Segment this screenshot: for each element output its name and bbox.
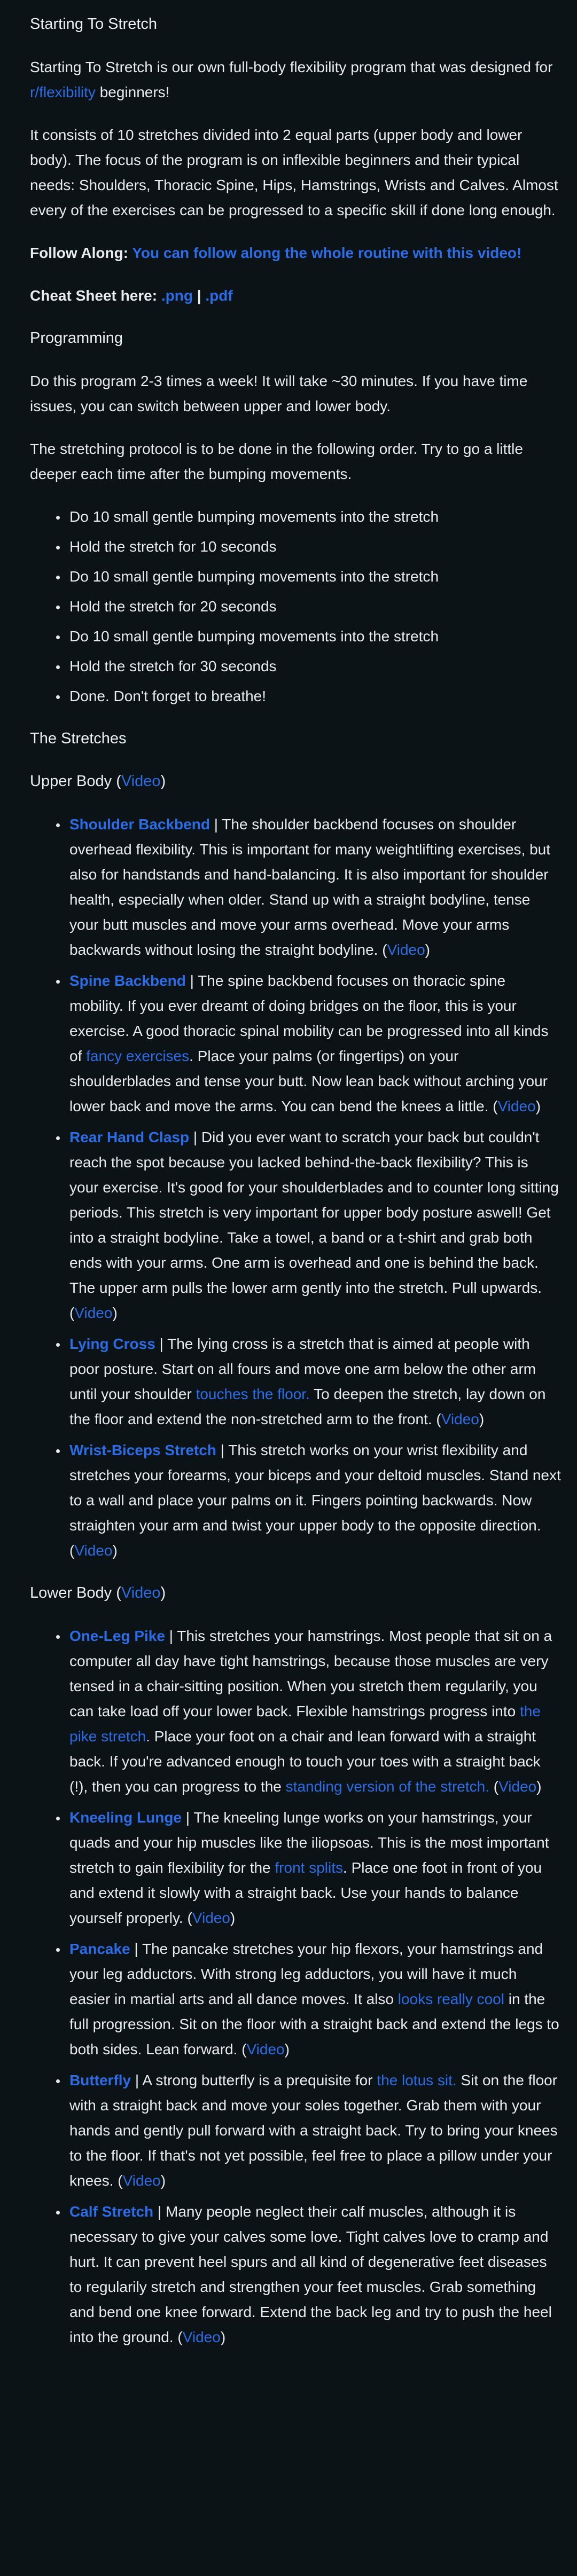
calf-stretch-link[interactable]: Calf Stretch: [69, 2203, 154, 2220]
video-link[interactable]: Video: [192, 1910, 230, 1926]
one-leg-pike-link[interactable]: One-Leg Pike: [69, 1628, 165, 1644]
butterfly-link[interactable]: Butterfly: [69, 2072, 131, 2088]
protocol-item: • Done. Don't forget to breathe!: [67, 684, 561, 709]
text: | This stretch works on your wrist flexibility and stretches your forearms, your biceps and your deltoid muscles. Stand next to a wall and place your palms on it. Fingers pointing backwards. Now straighten your arm and twist your upper body to the opposite direction. (: [69, 1442, 561, 1559]
protocol-item: • Do 10 small gentle bumping movements into the stretch: [67, 564, 561, 589]
text: ): [230, 1910, 236, 1926]
text: . Place your foot on a chair and lean forward with a straight back. If you're advanced enough to touch your toes with a straight back (!), then you can progress to the: [69, 1728, 541, 1795]
text: ): [425, 941, 430, 958]
text: ): [112, 1305, 118, 1321]
spine-backbend-link[interactable]: Spine Backbend: [69, 972, 186, 989]
lotus-sit-link[interactable]: the lotus sit.: [377, 2072, 457, 2088]
video-link[interactable]: Video: [498, 1778, 537, 1795]
text: |: [192, 287, 206, 304]
stretch-item: [67, 1331, 561, 1432]
stretch-item: [67, 1125, 561, 1325]
text: . Place one foot in front of you and extend it slowly with a straight back. Use your hands to balance yourself properly. (: [69, 1859, 542, 1926]
cheat-sheet-line: [30, 283, 561, 308]
stretches-heading: The Stretches: [30, 730, 127, 747]
text: ): [535, 1098, 541, 1114]
stretch-item: [67, 968, 561, 1119]
text: ): [220, 2329, 226, 2345]
text: in the full progression. Sit on the floor with a straight back and extend the legs to both sides. Lean forward. (: [69, 1991, 559, 2057]
text: . Place your palms (or fingertips) on your shoulderblades and tense your butt. Now lean back without arching your lower back and move the arms. You can bend the knees a little. (: [69, 1048, 548, 1114]
cheat-sheet-label: Cheat Sheet here:: [30, 287, 161, 304]
video-link[interactable]: Video: [182, 2329, 221, 2345]
pdf-link[interactable]: .pdf: [205, 287, 233, 304]
r-flexibility-link[interactable]: r/flexibility: [30, 84, 96, 100]
programming-heading: Programming: [30, 329, 123, 347]
text: (: [489, 1778, 499, 1795]
text: | A strong butterfly is a prequisite for: [131, 2072, 377, 2088]
text: The stretching protocol is to be done in the following order. Try to go a little deeper each time after the bumping movements.: [30, 441, 523, 482]
text: ): [112, 1542, 118, 1559]
stretch-item: [67, 1805, 561, 1930]
protocol-item: • Hold the stretch for 20 seconds: [67, 594, 561, 619]
text: | Many people neglect their calf muscles, although it is necessary to give your calves some love. Tight calves love to cramp and hurt. It can prevent heel spurs and all kind of degenerative feet diseases to regularily stretch and strengthen your feet muscles. Grab something and bend one knee forward. Extend the back leg and try to push the heel into the ground. (: [69, 2203, 552, 2345]
text: Lower Body (: [30, 1584, 121, 1601]
png-link[interactable]: .png: [161, 287, 193, 304]
protocol-item: • Do 10 small gentle bumping movements into the stretch: [67, 504, 561, 529]
upper-body-list: [30, 812, 561, 1563]
stretch-item: [67, 1623, 561, 1799]
protocol-list: [30, 504, 561, 709]
text: ): [536, 1778, 542, 1795]
follow-along-label: Follow Along:: [30, 245, 132, 261]
protocol-item: • Hold the stretch for 10 seconds: [67, 534, 561, 559]
intro-paragraph-1: [30, 54, 561, 105]
text: | This stretches your hamstrings. Most people that sit on a computer all day have tight hamstrings, because those muscles are very tensed in a chair-sitting position. When you stretch them regularily, you can take load off your lower back. Flexible hamstrings progress into: [69, 1628, 552, 1719]
video-link[interactable]: Video: [387, 941, 425, 958]
stretch-item: [67, 2199, 561, 2350]
stretch-item: [67, 812, 561, 962]
protocol-item: • Hold the stretch for 30 seconds: [67, 654, 561, 679]
page-title: Starting To Stretch: [30, 15, 158, 33]
fancy-exercises-link[interactable]: fancy exercises: [86, 1048, 190, 1064]
standing-version-link[interactable]: standing version of the stretch.: [285, 1778, 489, 1795]
programming-paragraph-2: [30, 436, 561, 486]
programming-paragraph-1: [30, 368, 561, 419]
lying-cross-link[interactable]: Lying Cross: [69, 1336, 155, 1352]
video-link[interactable]: Video: [246, 2041, 285, 2057]
video-link[interactable]: Video: [497, 1098, 536, 1114]
lower-body-video-link[interactable]: Video: [121, 1584, 161, 1601]
text: Starting To Stretch is our own full-body flexibility program that was designed for: [30, 59, 553, 75]
text: | The lying cross is a stretch that is aimed at people with poor posture. Start on all fours and move one arm below the other arm until your shoulder: [69, 1336, 536, 1402]
video-link[interactable]: Video: [74, 1305, 113, 1321]
text: Sit on the floor with a straight back and move your soles together. Grab them with your hands and gently pull forward with a straight back. Try to bring your knees to the floor. If that's not yet possible, feel free to place a pillow under your knees. (: [69, 2072, 558, 2189]
looks-really-cool-link[interactable]: looks really cool: [397, 1991, 504, 2007]
text: Do this program 2-3 times a week! It will take ~30 minutes. If you have time issues, you can switch between upper and lower body.: [30, 373, 528, 414]
lower-body-heading: [30, 1581, 561, 1606]
text: To deepen the stretch, lay down on the floor and extend the non-stretched arm to the front. (: [69, 1386, 546, 1427]
text: | The shoulder backbend focuses on shoulder overhead flexibility. This is important for many weightlifting exercises, but also for handstands and hand-balancing. It is also important for shoulder health, especially when older. Stand up with a straight bodyline, tense your butt muscles and move your arms overhead. Move your arms backwards without losing the straight bodyline. (: [69, 816, 551, 958]
front-splits-link[interactable]: front splits: [275, 1859, 344, 1876]
follow-along-video-link[interactable]: You can follow along the whole routine with this video!: [132, 245, 522, 261]
text: ): [160, 2172, 166, 2189]
text: | The kneeling lunge works on your hamstrings, your quads and your hip muscles like the iliopsoas. This is the most important stretch to gain flexibility for the: [69, 1809, 549, 1876]
text: ): [160, 773, 166, 790]
video-link[interactable]: Video: [122, 2172, 161, 2189]
text: ): [284, 2041, 290, 2057]
stretch-item: [67, 1936, 561, 2062]
text: It consists of 10 stretches divided into 2 equal parts (upper body and lower body). The focus of the program is on inflexible beginners and their typical needs: Shoulders, Thoracic Spine, Hips, Hamstrings, Wrists and Calves. Almost every of the exercises can be progressed to a specific skill if done long enough.: [30, 127, 558, 218]
stretch-item: [67, 2068, 561, 2193]
text: Upper Body (: [30, 773, 121, 790]
video-link[interactable]: Video: [441, 1411, 479, 1427]
stretch-item: [67, 1438, 561, 1563]
rear-hand-clasp-link[interactable]: Rear Hand Clasp: [69, 1129, 190, 1145]
upper-body-video-link[interactable]: Video: [121, 773, 161, 790]
lower-body-list: [30, 1623, 561, 2350]
video-link[interactable]: Video: [74, 1542, 113, 1559]
pike-stretch-link[interactable]: the pike stretch: [69, 1703, 541, 1745]
intro-paragraph-2: [30, 122, 561, 223]
kneeling-lunge-link[interactable]: Kneeling Lunge: [69, 1809, 182, 1826]
protocol-item: • Do 10 small gentle bumping movements into the stretch: [67, 624, 561, 649]
pancake-link[interactable]: Pancake: [69, 1941, 130, 1957]
shoulder-backbend-link[interactable]: Shoulder Backbend: [69, 816, 210, 833]
wrist-biceps-stretch-link[interactable]: Wrist-Biceps Stretch: [69, 1442, 216, 1458]
text: | The spine backbend focuses on thoracic spine mobility. If you ever dreamt of doing bridges on the floor, this is your exercise. A good thoracic spinal mobility can be progressed into all kinds of: [69, 972, 549, 1064]
text: beginners!: [95, 84, 170, 100]
text: | Did you ever want to scratch your back but couldn't reach the spot because you lacked behind-the-back flexibility? This is your exercise. It's good for your shoulderblades and to counter long sitting periods. This stretch is very important for upper body posture aswell! Get into a straight bodyline. Take a towel, a band or a t-shirt and grab both ends with your arms. One arm is overhead and one is behind the back. The upper arm pulls the lower arm gently into the stretch. Pull upwards. (: [69, 1129, 559, 1321]
text: | The pancake stretches your hip flexors, your hamstrings and your leg adductors. With strong leg adductors, you will have it much easier in martial arts and all dance moves. It also: [69, 1941, 543, 2007]
text: ): [479, 1411, 485, 1427]
touches-the-floor-link[interactable]: touches the floor.: [196, 1386, 310, 1402]
follow-along-line: [30, 240, 561, 265]
text: ): [160, 1584, 166, 1601]
upper-body-heading: [30, 769, 561, 794]
